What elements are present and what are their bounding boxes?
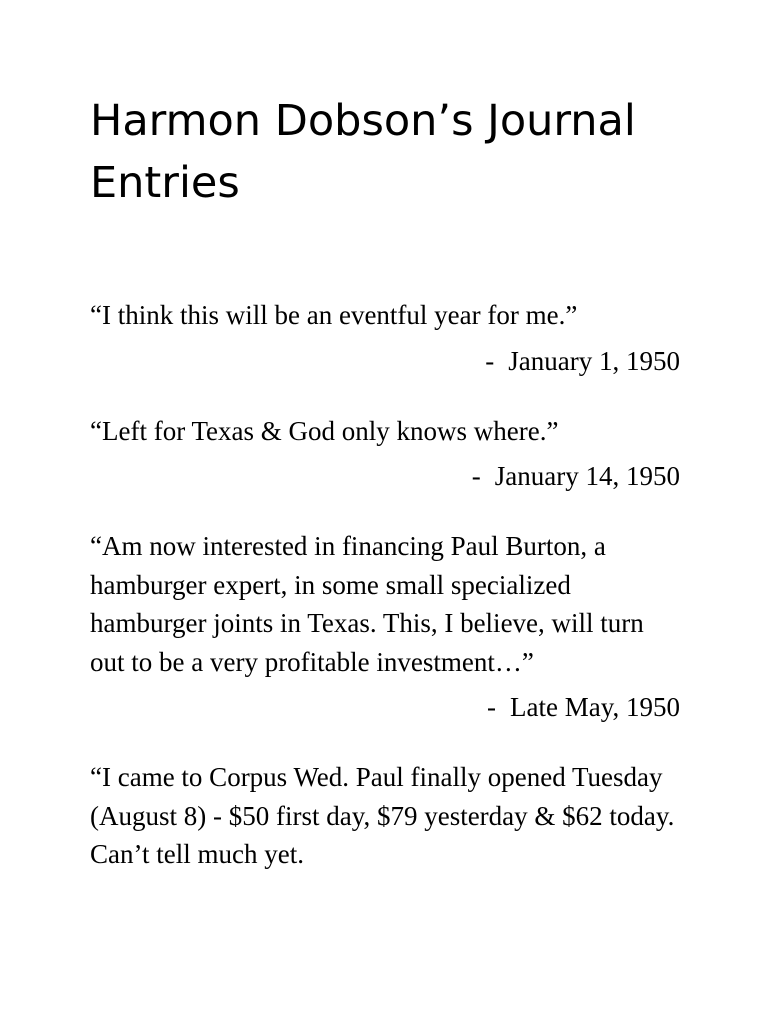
entry-date-line <box>90 457 680 495</box>
date-dash: - <box>487 692 497 722</box>
entry-quote: “I think this will be an eventful year for me.” <box>90 300 578 330</box>
entry-date: January 1, 1950 <box>508 345 680 376</box>
journal-entry <box>90 527 680 726</box>
document-title: Harmon Dobson’s Journal Entries <box>90 96 636 208</box>
entry-quote: “Left for Texas & God only knows where.” <box>90 415 559 446</box>
entry-date-line <box>90 342 680 380</box>
journal-entry <box>90 296 680 380</box>
entry-date: Late May, 1950 <box>510 692 680 722</box>
journal-entry <box>90 412 680 496</box>
entry-date: January 14, 1950 <box>494 461 680 491</box>
journal-entry <box>90 758 680 874</box>
date-dash: - <box>485 345 495 376</box>
document-page <box>90 90 680 906</box>
entry-quote: “I came to Corpus Wed. Paul finally opened Tuesday (August 8) - $50 first day, $79 yesterday & $62 today. Can’t tell much yet. <box>90 762 675 869</box>
entry-date-line <box>90 688 680 726</box>
date-dash: - <box>471 461 481 491</box>
journal-entries <box>90 296 680 874</box>
entry-quote: “Am now interested in financing Paul Burton, a hamburger expert, in some small specialized hamburger joints in Texas. This, I believe, will turn out to be a very profitable investment…” <box>90 531 644 677</box>
